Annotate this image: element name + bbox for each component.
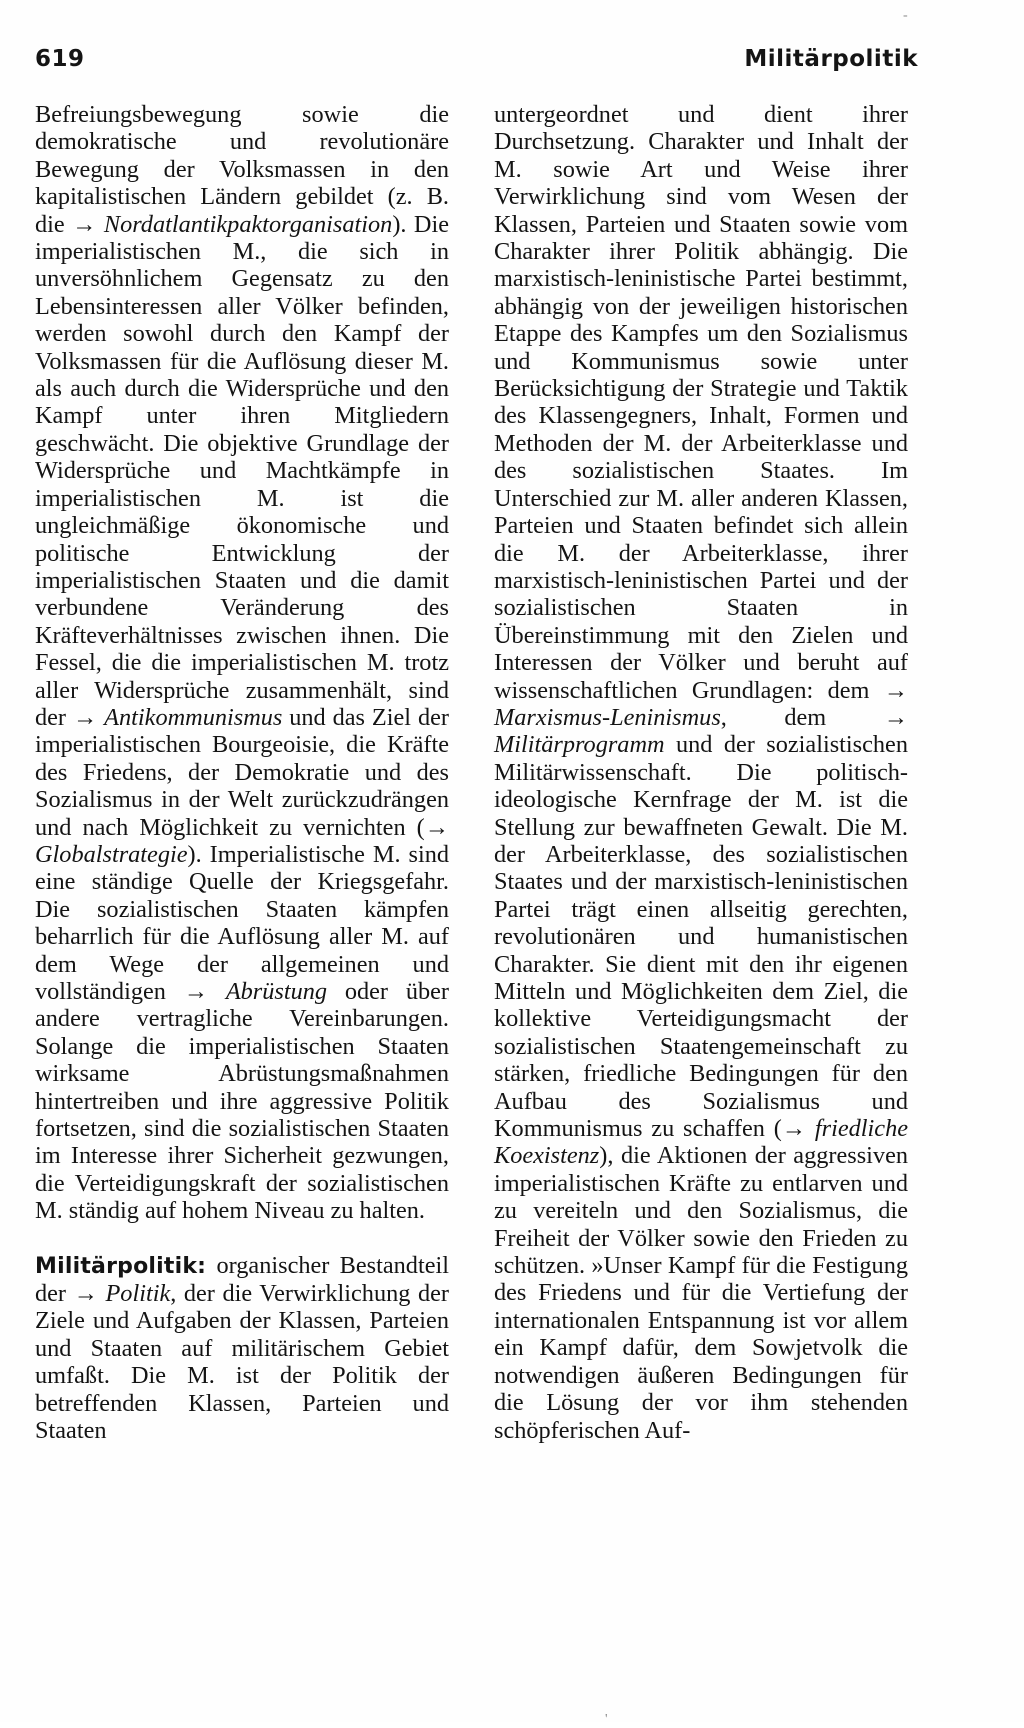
- running-title: Militärpolitik: [744, 46, 918, 72]
- cross-reference-link[interactable]: Abrüstung: [225, 978, 328, 1005]
- cross-reference-arrow-icon: →: [72, 210, 97, 238]
- cross-reference-link[interactable]: Militärprogramm: [494, 731, 665, 759]
- cross-reference-link[interactable]: Globalstrategie: [35, 840, 188, 868]
- text-run: ). Imperialistische M. sind eine ständige Quelle der Kriegsgefahr. Die sozialistischen Staaten kämpfen beharrlich für die Auflösung aller M. auf dem Wege der allgemeinen und vollständigen: [35, 840, 449, 1005]
- text-run: und der sozialistischen Militärwissenschaft. Die politisch-ideologische Kernfrage der M. ist die Stellung zur bewaffneten Gewalt. Die M. der Arbeiterklasse, des sozialistischen Staates und der marxistisch-leninistischen Partei trägt einen allseitig gerechten, revolutionären und humanistischen Charakter. Sie dient mit den ihr eigenen Mitteln und Möglichkeiten dem Ziel, die kollektive Verteidigungsmacht der sozialistischen Staatengemeinschaft zu stärken, friedliche Bedingungen für den Aufbau des Sozialismus und Kommunismus zu schaffen (: [494, 731, 908, 1143]
- cross-reference-link[interactable]: Nordatlantikpaktorganisation: [103, 210, 393, 238]
- cross-reference-link[interactable]: Politik: [105, 1280, 171, 1308]
- entry-militaerpolitik: [35, 1252, 449, 1445]
- cross-reference-arrow-icon: →: [781, 1115, 807, 1143]
- cross-reference-link[interactable]: Marxismus-Leninismus: [494, 703, 721, 731]
- text-run: ). Die imperialistischen M., die sich in unversöhnlichem Gegensatz zu den Lebensinteressen aller Völker befinden, werden sowohl durch den Kampf der Volksmassen für die Auflösung dieser M. als auch durch die Widersprüche und den Kampf unter ihren Mitgliedern geschwächt. Die objektive Grundlage der Widersprüche und Machtkämpfe in imperialistischen M. ist die ungleichmäßige ökonomische und politische Entwicklung der imperialistischen Staaten und die damit verbundene Veränderung des Kräfteverhältnisses zwischen ihnen. Die Fessel, die die imperialistischen M. trotz aller Widersprüche zusammenhält, sind der: [35, 210, 450, 731]
- right-column: [494, 101, 908, 1444]
- text-run: , der die Verwirklichung der Ziele und Aufgaben der Klassen, Parteien und Staaten auf militärischem Gebiet umfaßt. Die M. ist der Politik der betreffenden Klassen, Parteien und Staaten: [35, 1280, 449, 1445]
- cross-reference-arrow-icon: →: [883, 703, 908, 731]
- left-column: [35, 101, 449, 1445]
- cross-reference-arrow-icon: →: [73, 1280, 98, 1308]
- text-run: organischer Bestandteil der: [35, 1251, 449, 1308]
- cross-reference-link[interactable]: friedliche Koexistenz: [494, 1115, 909, 1170]
- text-run: , dem: [720, 703, 884, 731]
- text-run: Befreiungsbewegung sowie die demokratische und revolutionäre Bewegung der Volksmassen in den kapitalistischen Ländern gebildet (z. B. die: [35, 101, 449, 238]
- text-run: ), die Aktionen der aggressiven imperialistischen Kräfte zu entlarven und zu vereiteln und den Sozialismus, die Freiheit der Völker sowie den Frieden zu schützen. »Unser Kampf für die Festigung des Friedens und für die Vertiefung der internationalen Entspannung ist vor allem ein Kampf dafür, dem Sowjetvolk die notwendigen äußeren Bedingungen für die Lösung der vor ihm stehenden schöpferischen Auf-: [494, 1142, 908, 1444]
- cross-reference-arrow-icon: →: [883, 676, 908, 704]
- cross-reference-link[interactable]: Antikommunismus: [104, 703, 283, 731]
- page-number: 619: [35, 46, 85, 72]
- text-run: und das Ziel der imperialistischen Bourgeoisie, die Kräfte des Friedens, der Demokratie und des Sozialismus in der Welt zurückzudrängen und nach Möglichkeit zu vernichten (: [35, 703, 449, 841]
- cross-reference-arrow-icon: →: [72, 703, 98, 731]
- text-run: untergeordnet und dient ihrer Durchsetzung. Charakter und Inhalt der M. sowie Art und Weise ihrer Verwirklichung sind vom Wesen der Klassen, Parteien und Staaten sowie vom Charakter ihrer Politik abhängig. Die marxistisch-leninistische Partei bestimmt, abhängig von der jeweiligen historischen Etappe des Kampfes um den Sozialismus und Kommunismus sowie unter Berücksichtigung der Strategie und Taktik des Klassengegners, Inhalt, Formen und Methoden der M. der Arbeiterklasse und des sozialistischen Staates. Im Unterschied zur M. aller anderen Klassen, Parteien und Staaten befindet sich allein die M. der Arbeiterklasse, ihrer marxistisch-leninistischen Partei und der sozialistischen Staaten in Übereinstimmung mit den Zielen und Interessen der Völker und beruht auf wissenschaftlichen Grundlagen: dem: [494, 101, 908, 704]
- cross-reference-arrow-icon: →: [424, 813, 449, 841]
- entry-headword: Militärpolitik:: [35, 1253, 207, 1279]
- scan-speck: -: [903, 8, 908, 23]
- entry-continuation-paragraph: [494, 101, 908, 1444]
- text-run: oder über andere vertragliche Vereinbarungen. Solange die imperialistischen Staaten wirksame Abrüstungsmaßnahmen hintertreiben und ihre aggressive Politik fortsetzen, sind die sozialistischen Staaten im Interesse ihrer Sicherheit gezwungen, die Verteidigungskraft der sozialistischen M. ständig auf hohem Niveau zu halten.: [35, 978, 449, 1225]
- entry-continuation-paragraph: [35, 101, 449, 1225]
- scan-speck: ': [605, 1712, 608, 1727]
- cross-reference-arrow-icon: →: [183, 978, 209, 1005]
